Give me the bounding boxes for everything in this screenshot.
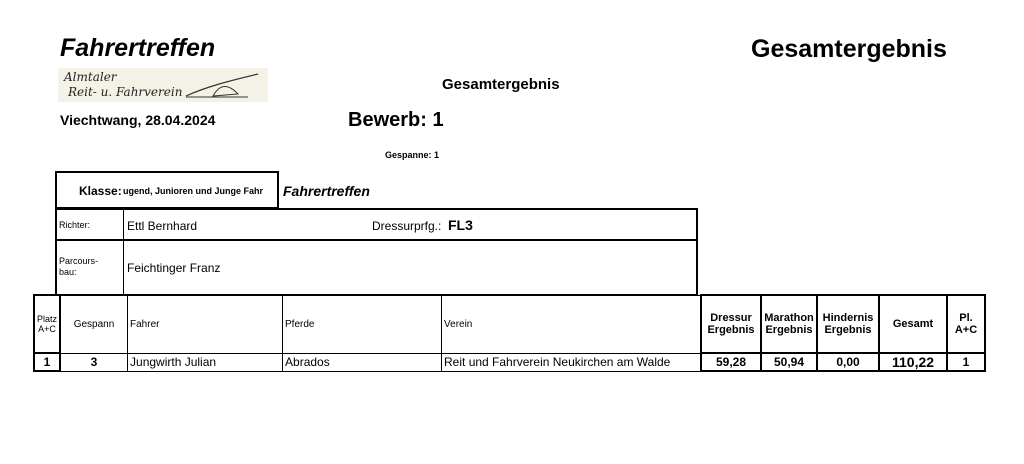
col-gesamt: Gesamt	[879, 295, 947, 353]
cell-dressur: 59,28	[701, 353, 761, 371]
cell-platz: 1	[34, 353, 60, 371]
col-fahrer: Fahrer	[128, 295, 283, 353]
parcours-label: Parcours- bau:	[59, 256, 99, 277]
richter-value: Ettl Bernhard	[127, 219, 198, 233]
page-title: Gesamtergebnis	[751, 35, 947, 63]
cell-gesamt: 110,22	[879, 353, 947, 371]
logo-line1: Almtaler	[64, 70, 117, 84]
dressur-value: FL3	[448, 217, 473, 233]
klasse-name: Fahrertreffen	[283, 183, 370, 199]
logo-line2: Reit- u. Fahrverein	[68, 85, 183, 99]
parcours-value: Feichtinger Franz	[127, 261, 221, 275]
klasse-label: Klasse:	[79, 184, 122, 198]
results-table	[33, 294, 986, 372]
place-date: Viechtwang, 28.04.2024	[60, 112, 216, 128]
club-logo	[58, 68, 268, 102]
col-dressur: Dressur Ergebnis	[701, 295, 761, 353]
cell-gespann: 3	[60, 353, 128, 371]
cell-verein: Reit und Fahrverein Neukirchen am Walde	[442, 353, 702, 371]
cell-marathon: 50,94	[761, 353, 817, 371]
gespanne-count: Gespanne: 1	[385, 150, 440, 160]
col-gespann: Gespann	[60, 295, 128, 353]
col-marathon: Marathon Ergebnis	[761, 295, 817, 353]
col-platz: Platz A+C	[34, 295, 60, 353]
col-pl: Pl. A+C	[947, 295, 985, 353]
cell-hindernis: 0,00	[817, 353, 879, 371]
klasse-value: ugend, Junioren und Junge Fahr	[123, 186, 264, 196]
cell-pferde: Abrados	[283, 353, 442, 371]
cell-fahrer: Jungwirth Julian	[128, 353, 283, 371]
col-pferde: Pferde	[283, 295, 442, 353]
subtitle: Gesamtergebnis	[442, 76, 560, 93]
cell-pl: 1	[947, 353, 985, 371]
bewerb-label: Bewerb: 1	[348, 109, 444, 131]
col-hindernis: Hindernis Ergebnis	[817, 295, 879, 353]
event-title: Fahrertreffen	[60, 34, 216, 62]
dressur-label: Dressurprfg.:	[372, 219, 442, 233]
richter-label: Richter:	[59, 220, 91, 230]
col-verein: Verein	[442, 295, 702, 353]
table-row	[34, 353, 985, 371]
results-header-row	[34, 295, 985, 353]
